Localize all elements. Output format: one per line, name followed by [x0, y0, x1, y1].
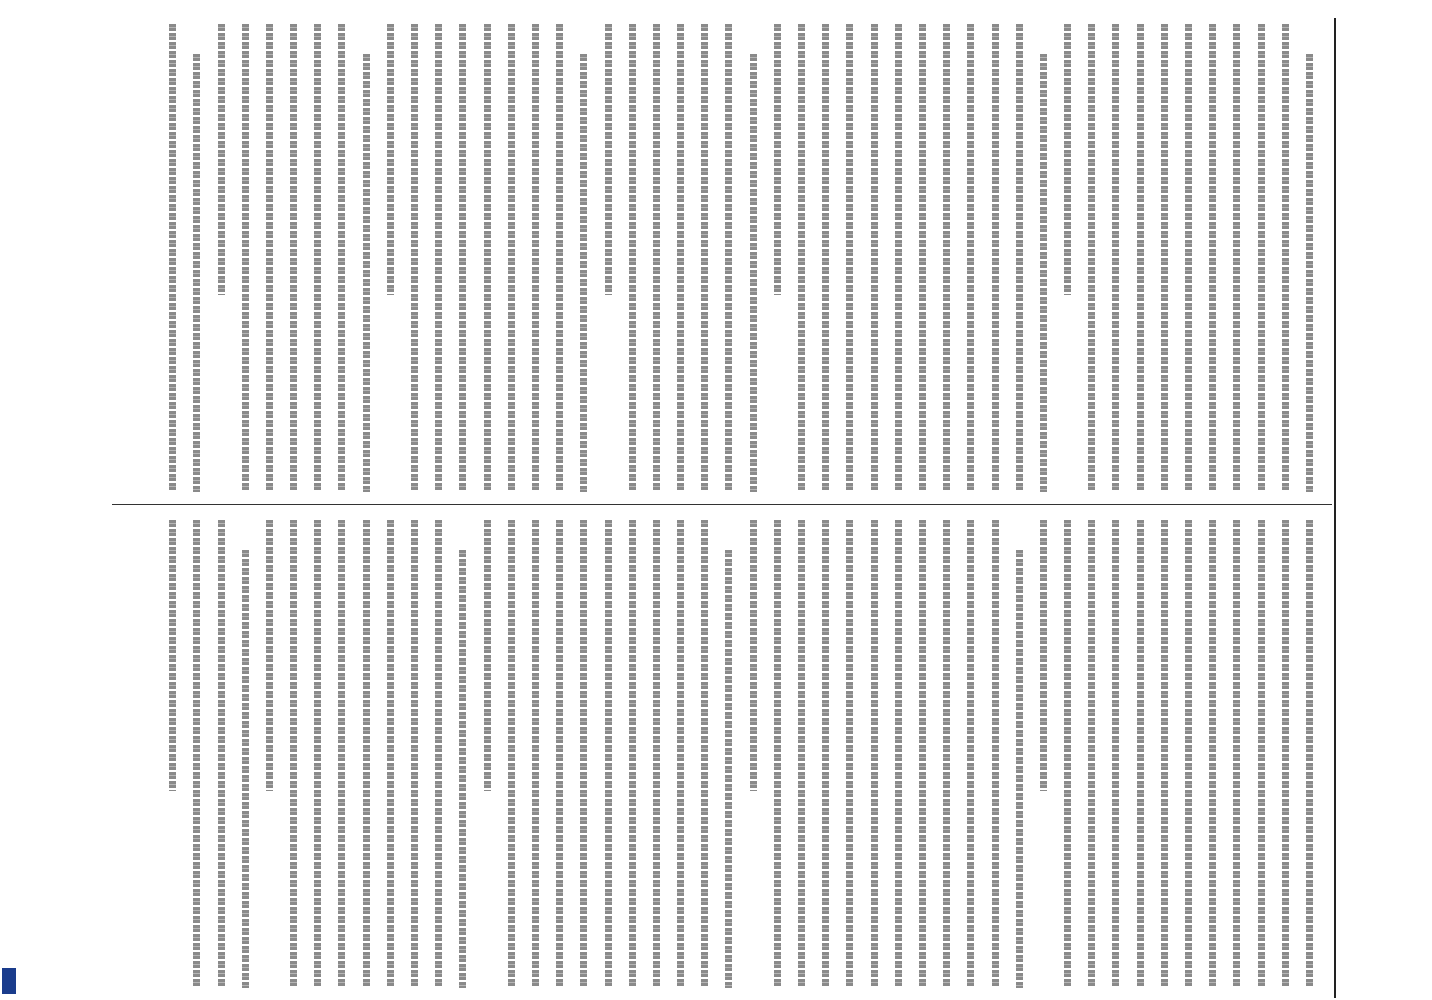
text-line [572, 24, 596, 492]
text-line [1032, 520, 1056, 988]
text-line [1177, 520, 1201, 988]
text-line [862, 24, 886, 492]
text-line [258, 520, 282, 988]
text-line [475, 520, 499, 988]
text-line [621, 24, 645, 492]
text-line [524, 520, 548, 988]
column-divider [112, 504, 1332, 505]
text-line [548, 24, 572, 492]
text-line [887, 24, 911, 492]
text-line [330, 24, 354, 492]
text-line [742, 520, 766, 988]
text-line [161, 24, 185, 492]
text-line [282, 24, 306, 492]
text-line [790, 24, 814, 492]
text-line [669, 520, 693, 988]
running-header [1336, 18, 1366, 998]
text-line [766, 520, 790, 988]
text-line [379, 520, 403, 988]
text-line [1177, 24, 1201, 492]
text-line [1008, 520, 1032, 988]
text-line [669, 24, 693, 492]
text-line [717, 24, 741, 492]
text-line [1298, 24, 1322, 492]
text-line [1274, 520, 1298, 988]
text-line [983, 520, 1007, 988]
text-line [935, 24, 959, 492]
text-line [451, 24, 475, 492]
text-line [1249, 24, 1273, 492]
text-line [935, 520, 959, 988]
text-line [475, 24, 499, 492]
text-line [234, 24, 258, 492]
text-line [717, 520, 741, 988]
text-line [621, 520, 645, 988]
text-line [1080, 24, 1104, 492]
text-line [1153, 24, 1177, 492]
text-line [306, 24, 330, 492]
text-line [282, 520, 306, 988]
text-line [403, 520, 427, 988]
text-line [258, 24, 282, 492]
text-column-left [161, 24, 1322, 492]
text-line [1056, 24, 1080, 492]
text-line [790, 520, 814, 988]
rotated-document [104, 18, 1366, 998]
text-line [693, 520, 717, 988]
text-line [645, 24, 669, 492]
text-line [862, 520, 886, 988]
text-line [1056, 520, 1080, 988]
text-line [403, 24, 427, 492]
text-line [1225, 520, 1249, 988]
dfg-logo [2, 968, 16, 994]
text-line [500, 520, 524, 988]
text-line [572, 520, 596, 988]
header-rule [1334, 18, 1336, 998]
text-line [814, 24, 838, 492]
text-line [500, 24, 524, 492]
text-line [814, 520, 838, 988]
text-line [524, 24, 548, 492]
text-line [1249, 520, 1273, 988]
text-column-right [161, 520, 1322, 988]
text-line [1274, 24, 1298, 492]
text-line [1080, 520, 1104, 988]
text-line [1153, 520, 1177, 988]
text-line [1129, 520, 1153, 988]
text-line [234, 520, 258, 988]
text-line [185, 24, 209, 492]
text-line [1032, 24, 1056, 492]
text-line [1008, 24, 1032, 492]
text-line [838, 520, 862, 988]
text-line [1298, 520, 1322, 988]
text-line [1104, 520, 1128, 988]
text-line [379, 24, 403, 492]
text-line [838, 24, 862, 492]
text-line [330, 520, 354, 988]
text-line [306, 520, 330, 988]
text-line [185, 520, 209, 988]
text-line [959, 520, 983, 988]
text-line [209, 520, 233, 988]
text-line [548, 520, 572, 988]
text-line [1201, 520, 1225, 988]
text-line [209, 24, 233, 492]
text-line [427, 520, 451, 988]
text-line [911, 24, 935, 492]
text-line [887, 520, 911, 988]
text-line [596, 520, 620, 988]
text-line [355, 24, 379, 492]
text-line [355, 520, 379, 988]
text-line [451, 520, 475, 988]
text-line [959, 24, 983, 492]
text-line [596, 24, 620, 492]
text-line [1201, 24, 1225, 492]
text-line [766, 24, 790, 492]
text-line [693, 24, 717, 492]
text-line [742, 24, 766, 492]
text-line [1129, 24, 1153, 492]
text-line [911, 520, 935, 988]
text-line [645, 520, 669, 988]
text-line [1104, 24, 1128, 492]
page-footer [110, 18, 130, 998]
text-line [983, 24, 1007, 492]
text-line [427, 24, 451, 492]
text-line [1225, 24, 1249, 492]
text-line [161, 520, 185, 988]
